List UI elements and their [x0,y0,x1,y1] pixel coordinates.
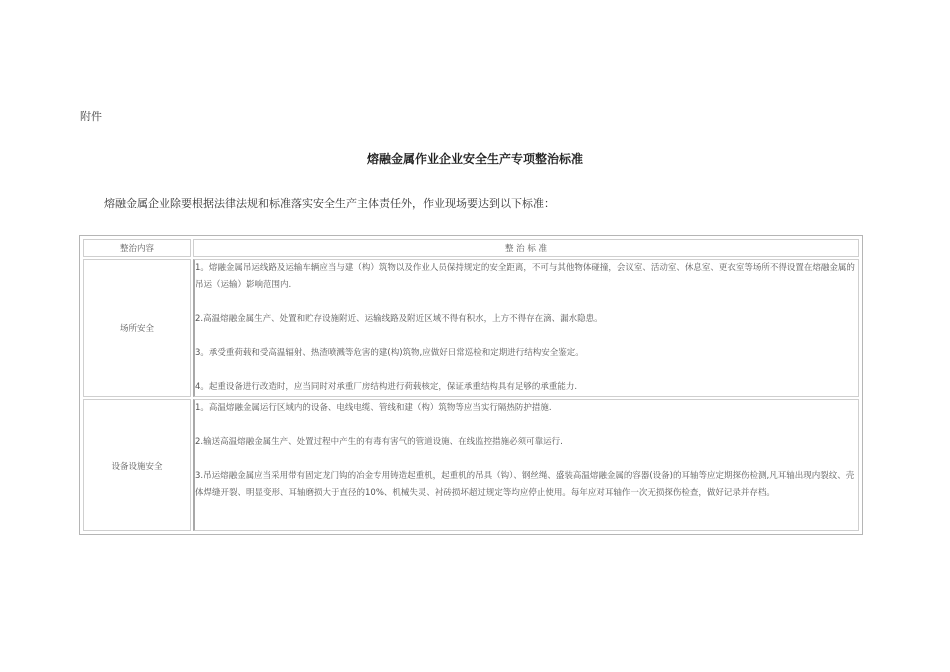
standards-table-frame [79,235,863,535]
header-category: 整治内容 [83,239,191,257]
attachment-label: 附件 [80,110,102,123]
standard-item: 3。承受重荷载和受高温辐射、热渣喷溅等危害的建(构)筑物,应做好日常巡检和定期进行结构安全鉴定。 [195,348,584,358]
standards-site-safety [193,259,859,397]
standard-item: 1。高温熔融金属运行区域内的设备、电线电缆、管线和建（构）筑物等应当实行隔热防护措施. [195,403,552,413]
header-standard: 整 治 标 准 [193,239,859,257]
table-row-equipment-safety [83,399,859,531]
document-title: 熔融金属作业企业安全生产专项整治标准 [366,152,583,166]
standards-table [81,237,861,533]
table-header-row [83,239,859,257]
table-row-site-safety [83,259,859,397]
category-site-safety: 场所安全 [83,259,191,397]
intro-paragraph: 熔融金属企业除要根据法律法规和标准落实安全生产主体责任外，作业现场要达到以下标准： [104,197,555,210]
standards-equipment-safety [193,399,859,531]
category-equipment-safety: 设备设施安全 [83,399,191,531]
standard-item: 1。熔融金属吊运线路及运输车辆应当与建（构）筑物以及作业人员保持规定的安全距离，不可与其他物体碰撞，会议室、活动室、休息室、更衣室等场所不得设置在熔融金属的吊运（运输）影响范围内. [195,263,855,290]
standard-item: 2.输送高温熔融金属生产、处置过程中产生的有毒有害气的管道设施、在线监控措施必须可靠运行. [195,437,563,447]
standard-item: 4。起重设备进行改造时，应当同时对承重厂房结构进行荷载核定，保证承重结构具有足够的承重能力. [195,382,578,392]
standard-item: 3.吊运熔融金属应当采用带有固定龙门钩的冶金专用铸造起重机，起重机的吊具（钩）、钢丝绳、盛装高温熔融金属的容器(设备)的耳轴等应定期探伤检测,凡耳轴出现内裂纹、壳体焊缝开裂、明显变形、耳轴磨损大于直径的10%、机械失灵、衬砖损坏超过规定等均应停止使用。每年应对耳轴作一次无损探伤检查，做好记录并存档。 [195,471,855,498]
standard-item: 2.高温熔融金属生产、处置和贮存设施附近、运输线路及附近区域不得有积水，上方不得存在滴、漏水隐患。 [195,314,603,324]
